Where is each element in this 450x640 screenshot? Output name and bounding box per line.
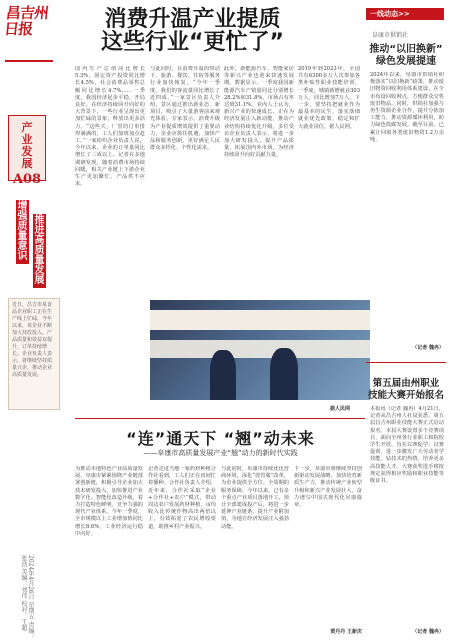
top-article-col1: 国内生产总值同比增长5.3%，固定资产投资同比增长4.5%，社会消费品零售总额同比增长4.7%……一季度，我国经济起步平稳，开局良好。在经济持续回升向好的大背景下，一些行业呈现出更加忙碌的景象，释放出更多活力。“这些天，厂里的订单排得满满的，工人们加班加点赶工。”一家纺织企业负责人说，今年以来，企业的订单量同比增长了三成以上。记者在多地调研发现，随着消费市场持续回暖，相关产业链上下游企业生产更加繁忙，产品供不应求。 [75,66,145,188]
right-section-header: 一线动态>> [366,8,444,20]
bottom-top-divider [75,418,365,419]
bottom-headline: “连”通天下 “翘”动未来 [126,429,315,448]
right-tag: 阜康市供销社 [372,32,409,39]
top-article-col3: 此外，新能源汽车、智能家居等新兴产业也迎来快速发展期。数据显示，一季度我国新能源汽车产销量同比分别增长28.2%和31.8%，市场占有率达到31.1%。业内人士认为，新兴产业的快速成长，正在为经济发展注入新动能，推动产业结构持续优化升级。多位受访企业负责人表示，将进一步加大研发投入，提升产品质量，拓展国内外市场，为经济持续回升向好贡献力量。 [224,66,294,159]
top-article-col2: 与此同时，在消费升温的带动下，旅游、餐饮、住宿等服务行业加快恢复。“今年一季度，我们的客流量同比增长了近四成。”一家景区负责人介绍，景区通过推出新业态、新项目，吸引了大量游客前来观光体验。专家表示，消费升级为产业提质增效提供了重要动力，企业应抓住机遇，加快产品和服务创新，更好满足人民群众多样化、个性化需求。 [150,66,220,152]
right-article1-body: 2024年以来，阜康市供销社积极落实“以旧换新”政策，推动废旧物资回收利用体系建设，在全市布设回收网点，方便群众交售废旧物品。同时，供销社加强与再生资源企业合作，提升分拣加工能力，推动资源循环利用，助力绿色低碳发展。截至目前，已累计回收各类废旧物资1.2万余吨。 [370,72,444,143]
right-article1-title-line1: 推动“以旧换新” [369,44,443,55]
top-headline [75,8,310,54]
top-headline-line1: 消费升温产业提质 [104,7,281,32]
right-article2-body: 本报讯（记者 魏冉）4月21日，记者从昌吉州人社局获悉，第五届昌吉州职业技能大赛正式启动报名。本届大赛设置多个竞赛项目，面向全州各行业职工和院校学生开放，旨在以赛促学、以赛促训，进一步激发广大劳动者学技能、钻技术的热情，培养更多高技能人才。大赛获奖选手将按规定获得相应奖励和职业技能等级证书。 [370,406,444,485]
slogan-right: 推进高质量发展 [34,215,45,286]
right-article1-title-line2: 绿色发展提速 [376,56,436,67]
photo-credit: 据人民网 [330,406,351,412]
bottom-article-credit: 贾丹丹 王新庆 [330,629,362,635]
top-article-photo [150,300,370,400]
masthead-divider [5,60,53,62]
slogan-left: 增强质量意识 [17,201,28,262]
bottom-article-col1: 为推动本地特色产业高质量发展，阜康市紧紧围绕产业链部署创新链，积极引导企业加大技术研发投入，加快推进产业数字化、智能化改造升级，着力打造特色鲜明、竞争力强的现代产业体系。今年一季度，全市规模以上工业增加值同比增长8.6%，工业经济运行稳中向好。 [75,466,143,537]
right-divider [366,362,446,363]
right-article1-title [366,44,446,68]
section-name: 产业发展 [21,121,33,170]
page-code: A08 [12,172,42,187]
left-quote-text: 近日，昌吉市某食品企业职工正在生产线上忙碌。今年以来，该企业不断加大技改投入，产品质量和效益双提升，订单持续增长。企业负责人表示，将继续坚持质量兴企，推动企业高质量发展。 [12,302,53,378]
right-article1-credit: （记者 魏冉） [412,345,444,351]
section-label [8,115,46,187]
bottom-article-col2: 记者走进当地一家药材种植合作社看到，工人们正在田间忙着播种。合作社负责人介绍，近年来，合作社采取“企业+合作社+农户”模式，带动周边农户发展药材种植，亩均收入比传统作物高出两倍以上，有效拓宽了农民增收渠道，助推乡村产业振兴。 [148,466,216,530]
left-quote-box [8,298,60,410]
right-article2-title-line1: 第五届由州职业 [372,378,440,389]
masthead-logo: 昌吉州日报 [3,4,49,38]
right-article2-credit: （记者 魏冉） [412,629,444,635]
top-article-col4: 2019年到2023年，全国共有6300多万人次参加各类补贴性职业技能培训。一季度，城镇新增就业303万人，同比增加7万人。下一步，要坚持把就业作为最基本的民生，落实落细就业优先政策，稳定和扩大就业岗位。据人民网。 [298,66,360,130]
bottom-article-col3: 与此同时，阜康市持续优化营商环境，深化“放管服”改革，为企业提供全方位、全周期的服务保障。今年以来，已有多个重点产业项目落地开工，预计全部建成投产后，将进一步延伸产业链条，提升产业附加值，为地方经济发展注入强劲动能。 [221,466,289,530]
bottom-article-col4: 下一步，阜康市将继续坚持创新驱动发展战略，加快培育新质生产力，推动传统产业转型升级和新兴产业发展壮大，奋力谱写中国式现代化阜康篇章。 [294,466,362,509]
right-article2-title [366,378,446,402]
right-article2-title-line2: 技能大赛开始报名 [367,390,444,401]
top-headline-line2: 这些行业“更忙了” [101,30,284,55]
date-strip: 2024年4月26日 星期五 责编：张浩 美编：刘伟 校对：王超 [20,555,34,640]
bottom-subheadline: ——阜康市高质量发展产业“翘”动力的新时代实践 [143,449,298,457]
